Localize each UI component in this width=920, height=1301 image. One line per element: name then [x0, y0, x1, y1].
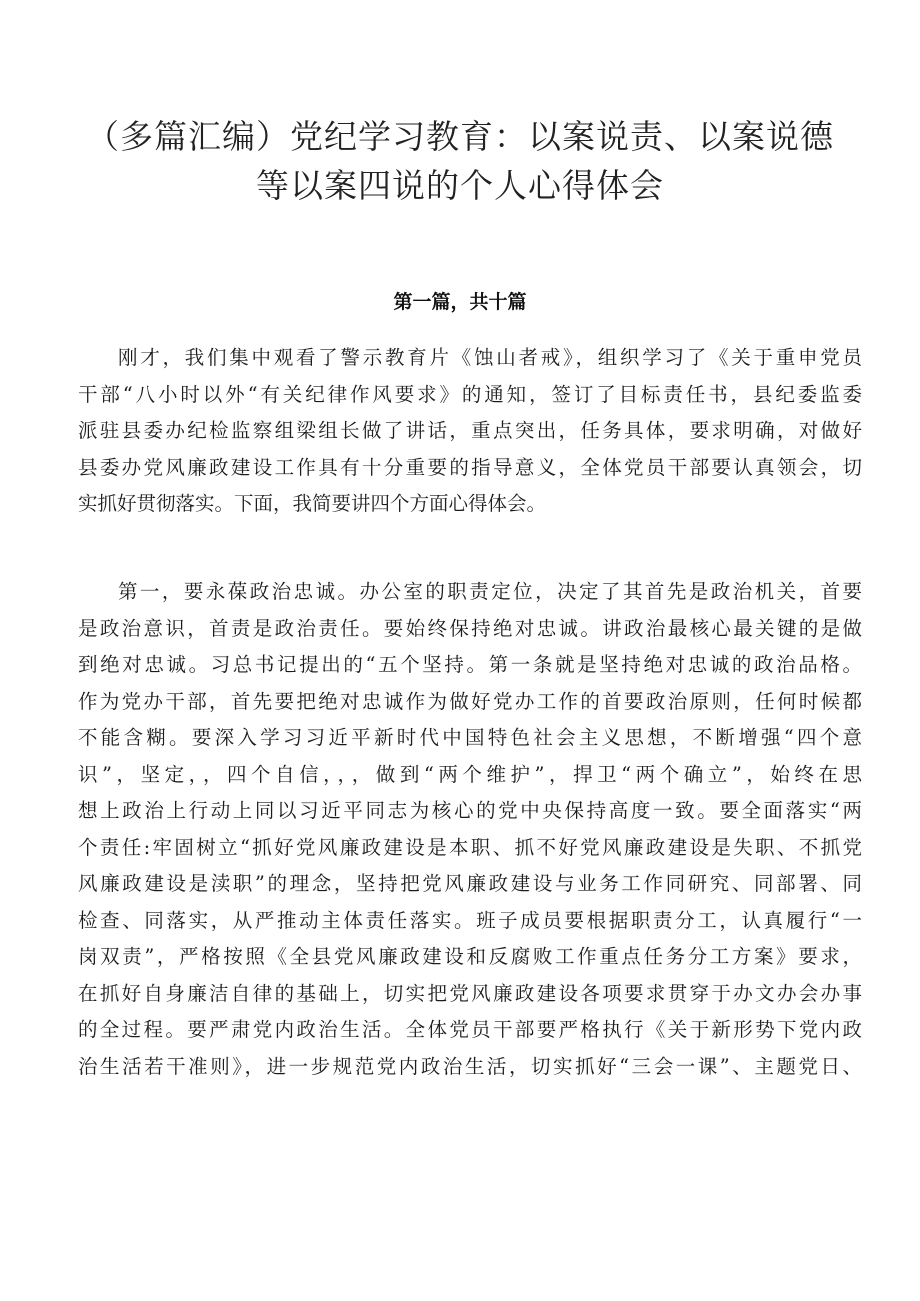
title-line-1: （多篇汇编）党纪学习教育：以案说责、以案说德 — [86, 117, 834, 156]
paragraph-line: 岗双责”，严格按照《全县党风廉政建设和反腐败工作重点任务分工方案》要求， — [78, 945, 862, 968]
title-line-2: 等以案四说的个人心得体会 — [256, 166, 664, 205]
paragraph-line: 县委办党风廉政建设工作具有十分重要的指导意义，全体党员干部要认真领会，切 — [78, 455, 862, 479]
paragraph-line: 干部“八小时以外“有关纪律作风要求》的通知，签订了目标责任书，县纪委监委 — [78, 382, 862, 406]
document-title — [60, 112, 860, 210]
paragraph-line: 刚才，我们集中观看了警示教育片《蚀山者戒》，组织学习了《关于重申党员 — [118, 346, 862, 369]
paragraph-line: 的全过程。要严肃党内政治生活。全体党员干部要严格执行《关于新形势下党内政 — [78, 1018, 862, 1041]
paragraph-line: 派驻县委办纪检监察组梁组长做了讲话，重点突出，任务具体，要求明确，对做好 — [78, 419, 862, 442]
paragraph-line: 个责任:牢固树立“抓好党风廉政建设是本职、抓不好党风廉政建设是失职、不抓党 — [78, 835, 862, 859]
paragraph-line: 治生活若干准则》，进一步规范党内政治生活，切实抓好“三会一课”、主题党日、 — [78, 1054, 862, 1078]
paragraph-line: 第一，要永葆政治忠诚。办公室的职责定位，决定了其首先是政治机关，首要 — [118, 580, 862, 603]
paragraph-line: 到绝对忠诚。习总书记提出的“五个坚持。第一条就是坚持绝对忠诚的政治品格。 — [78, 653, 862, 676]
paragraph-line: 想上政治上行动上同以习近平同志为核心的党中央保持高度一致。要全面落实“两 — [78, 799, 862, 822]
paragraph-line: 风廉政建设是渎职”的理念，坚持把党风廉政建设与业务工作同研究、同部署、同 — [78, 872, 862, 895]
paragraph-line: 检查、同落实，从严推动主体责任落实。班子成员要根据职责分工，认真履行“一 — [78, 908, 862, 932]
paragraph-line: 作为党办干部，首先要把绝对忠诚作为做好党办工作的首要政治原则，任何时候都 — [78, 689, 862, 713]
paragraph-1 — [78, 340, 862, 523]
paragraph-line: 不能含糊。要深入学习习近平新时代中国特色社会主义思想，不断增强“四个意 — [78, 726, 862, 749]
paragraph-line: 识”，坚定，，四个自信，，，做到“两个维护”，捍卫“两个确立”，始终在思 — [78, 762, 862, 786]
paragraph-2 — [78, 574, 862, 1085]
paragraph-line: 实抓好贯彻落实。下面，我简要讲四个方面心得体会。 — [78, 492, 547, 515]
paragraph-line: 在抓好自身廉洁自律的基础上，切实把党风廉政建设各项要求贯穿于办文办会办事 — [78, 981, 862, 1005]
paragraph-line: 是政治意识，首责是政治责任。要始终保持绝对忠诚。讲政治最核心最关键的是做 — [78, 616, 862, 640]
section-heading: 第一篇，共十篇 — [393, 291, 527, 313]
